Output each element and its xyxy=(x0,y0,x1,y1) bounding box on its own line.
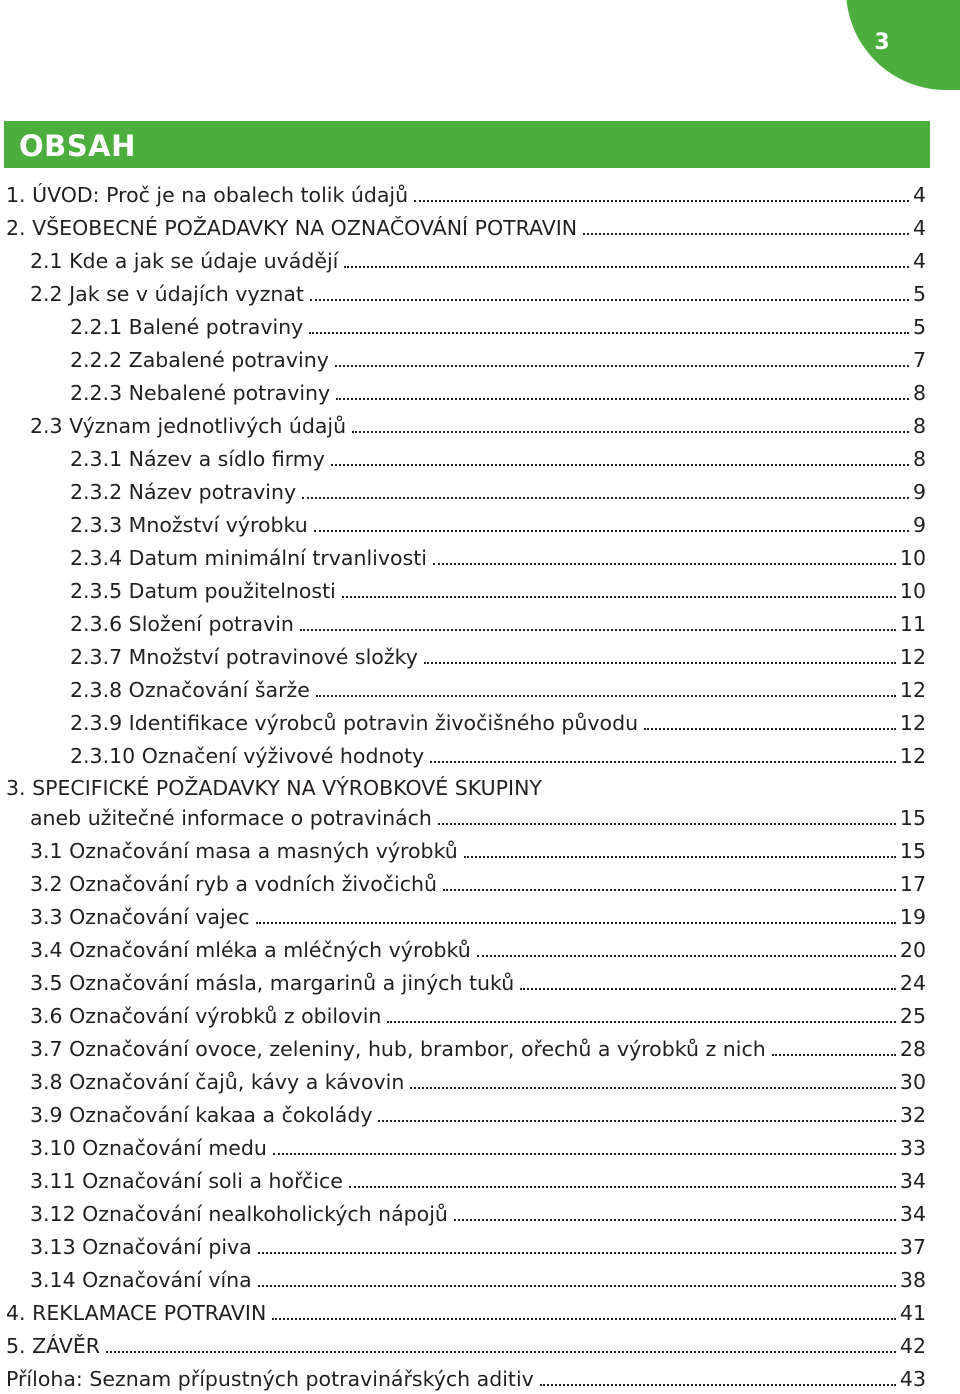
toc-dot-leader xyxy=(331,449,909,469)
toc-entry-label: 5. ZÁVĚR xyxy=(6,1334,101,1358)
toc-entry-label: aneb užitečné informace o potravinách xyxy=(30,806,432,830)
toc-entry-label: 3.11 Označování soli a hořčice xyxy=(30,1169,343,1193)
toc-entry-page: 19 xyxy=(899,905,926,929)
toc-dot-leader xyxy=(106,1336,896,1356)
toc-entry[interactable] xyxy=(70,642,926,672)
toc-entry-label: 3.4 Označování mléka a mléčných výrobků xyxy=(30,938,471,962)
toc-entry-page: 10 xyxy=(899,579,926,603)
toc-dot-leader xyxy=(352,416,909,436)
toc-entry-page: 8 xyxy=(912,381,926,405)
toc-entry-label: 3.5 Označování másla, margarinů a jiných tuků xyxy=(30,971,515,995)
toc-entry-label: 2.3.5 Datum použitelnosti xyxy=(70,579,336,603)
toc-dot-leader xyxy=(335,350,909,370)
toc-dot-leader xyxy=(273,1138,896,1158)
toc-entry[interactable] xyxy=(70,609,926,639)
toc-entry-page: 34 xyxy=(899,1169,926,1193)
toc-entry-page: 20 xyxy=(899,938,926,962)
toc-entry-page: 33 xyxy=(899,1136,926,1160)
toc-entry-page: 12 xyxy=(899,711,926,735)
toc-entry-page: 12 xyxy=(899,645,926,669)
toc-dot-leader xyxy=(342,581,896,601)
toc-entry-label: 3.3 Označování vajec xyxy=(30,905,250,929)
toc-dot-leader xyxy=(378,1105,895,1125)
toc-entry[interactable] xyxy=(30,1034,926,1064)
toc-entry-label: 2.3 Význam jednotlivých údajů xyxy=(30,414,347,438)
toc-entry[interactable] xyxy=(30,1199,926,1229)
toc-entry[interactable] xyxy=(70,510,926,540)
toc-entry-page: 4 xyxy=(912,183,926,207)
toc-dot-leader xyxy=(477,940,896,960)
toc-entry-label: 2.2.3 Nebalené potraviny xyxy=(70,381,331,405)
toc-dot-leader xyxy=(344,251,909,271)
toc-entry-page: 4 xyxy=(912,216,926,240)
toc-entry-page: 5 xyxy=(912,315,926,339)
toc-dot-leader xyxy=(349,1171,896,1191)
toc-entry-label: 4. REKLAMACE POTRAVIN xyxy=(6,1301,267,1325)
toc-dot-leader xyxy=(309,317,909,337)
toc-entry[interactable] xyxy=(70,378,926,408)
toc-dot-leader xyxy=(314,515,909,535)
toc-entry-label: 2.3.1 Název a sídlo firmy xyxy=(70,447,325,471)
toc-entry[interactable] xyxy=(30,869,926,899)
toc-entry-label: 2.2.1 Balené potraviny xyxy=(70,315,304,339)
toc-entry[interactable] xyxy=(6,180,926,210)
toc-dot-leader xyxy=(316,680,896,700)
toc-entry[interactable] xyxy=(30,279,926,309)
toc-entry[interactable] xyxy=(30,1133,926,1163)
toc-entry-label: 2.3.9 Identifikace výrobců potravin živočišného původu xyxy=(70,711,639,735)
toc-entry-page: 4 xyxy=(912,249,926,273)
toc-entry[interactable] xyxy=(70,543,926,573)
toc-dot-leader xyxy=(414,185,909,205)
toc-entry-page: 7 xyxy=(912,348,926,372)
toc-entry[interactable] xyxy=(30,1067,926,1097)
toc-dot-leader xyxy=(443,874,896,894)
toc-entry-label: 2.2 Jak se v údajích vyznat xyxy=(30,282,304,306)
toc-entry-label: 2.3.3 Množství výrobku xyxy=(70,513,308,537)
toc-entry-page: 5 xyxy=(912,282,926,306)
toc-entry[interactable] xyxy=(30,246,926,276)
toc-entry[interactable] xyxy=(70,708,926,738)
toc-entry[interactable] xyxy=(70,477,926,507)
toc-entry[interactable] xyxy=(30,1001,926,1031)
toc-entry-page: 17 xyxy=(899,872,926,896)
toc-entry[interactable] xyxy=(30,1166,926,1196)
toc-entry-page: 38 xyxy=(899,1268,926,1292)
toc-entry[interactable] xyxy=(30,902,926,932)
toc-entry-page: 15 xyxy=(899,806,926,830)
toc-entry-page: 9 xyxy=(912,480,926,504)
toc-entry-label: Příloha: Seznam přípustných potravinářských aditiv xyxy=(6,1367,534,1391)
toc-entry-label: 2.3.8 Označování šarže xyxy=(70,678,310,702)
toc-entry-label: 2.3.7 Množství potravinové složky xyxy=(70,645,418,669)
toc-entry-label: 2. VŠEOBECNÉ POŽADAVKY NA OZNAČOVÁNÍ POTRAVIN xyxy=(6,216,578,240)
toc-entry[interactable] xyxy=(6,1298,926,1328)
toc-dot-leader xyxy=(310,284,909,304)
toc-dot-leader xyxy=(540,1369,896,1389)
toc-entry-label: 3.2 Označování ryb a vodních živočichů xyxy=(30,872,437,896)
toc-entry[interactable] xyxy=(30,1100,926,1130)
toc-entry[interactable] xyxy=(70,675,926,705)
toc-entry-page: 34 xyxy=(899,1202,926,1226)
toc-dot-leader xyxy=(454,1204,896,1224)
toc-entry-page: 32 xyxy=(899,1103,926,1127)
toc-dot-leader xyxy=(433,548,896,568)
toc-dot-leader xyxy=(644,713,896,733)
toc-entry-page: 11 xyxy=(899,612,926,636)
toc-dot-leader xyxy=(438,808,896,828)
toc-entry-page: 43 xyxy=(899,1367,926,1391)
page-number: 3 xyxy=(874,30,890,55)
toc-entry-label: 3.9 Označování kakaa a čokolády xyxy=(30,1103,373,1127)
toc-entry[interactable] xyxy=(70,576,926,606)
toc-entry-label: 3.14 Označování vína xyxy=(30,1268,252,1292)
toc-dot-leader xyxy=(430,746,896,766)
toc-dot-leader xyxy=(464,841,896,861)
toc-entry[interactable] xyxy=(6,773,542,803)
toc-dot-leader xyxy=(336,383,909,403)
toc-entry[interactable] xyxy=(30,411,926,441)
toc-entry-label: 3. SPECIFICKÉ POŽADAVKY NA VÝROBKOVÉ SKUPINY xyxy=(6,776,542,800)
toc-entry-page: 15 xyxy=(899,839,926,863)
toc-dot-leader xyxy=(410,1072,896,1092)
toc-entry[interactable] xyxy=(6,1331,926,1361)
toc-entry[interactable] xyxy=(30,803,926,833)
toc-dot-leader xyxy=(520,973,896,993)
toc-entry-label: 1. ÚVOD: Proč je na obalech tolik údajů xyxy=(6,183,409,207)
toc-entry[interactable] xyxy=(70,312,926,342)
toc-entry-label: 2.1 Kde a jak se údaje uvádějí xyxy=(30,249,339,273)
toc-entry-label: 3.1 Označování masa a masných výrobků xyxy=(30,839,458,863)
toc-entry-label: 2.3.4 Datum minimální trvanlivosti xyxy=(70,546,427,570)
toc-entry-label: 3.10 Označování medu xyxy=(30,1136,267,1160)
toc-entry-page: 41 xyxy=(899,1301,926,1325)
toc-entry[interactable] xyxy=(30,836,926,866)
toc-entry[interactable] xyxy=(30,935,926,965)
toc-entry-page: 10 xyxy=(899,546,926,570)
toc-entry[interactable] xyxy=(6,1364,926,1394)
toc-entry-page: 30 xyxy=(899,1070,926,1094)
toc-entry-page: 8 xyxy=(912,447,926,471)
toc-entry-label: 3.12 Označování nealkoholických nápojů xyxy=(30,1202,448,1226)
toc-dot-leader xyxy=(300,614,896,634)
toc-dot-leader xyxy=(387,1006,895,1026)
toc-entry[interactable] xyxy=(30,1265,926,1295)
toc-entry-page: 25 xyxy=(899,1004,926,1028)
toc-entry-label: 3.8 Označování čajů, kávy a kávovin xyxy=(30,1070,405,1094)
toc-entry-label: 2.2.2 Zabalené potraviny xyxy=(70,348,329,372)
toc-entry[interactable] xyxy=(30,1232,926,1262)
toc-entry-label: 2.3.2 Název potraviny xyxy=(70,480,297,504)
toc-entry[interactable] xyxy=(6,213,926,243)
toc-dot-leader xyxy=(583,218,909,238)
toc-entry-page: 8 xyxy=(912,414,926,438)
toc-entry-page: 28 xyxy=(899,1037,926,1061)
contents-heading: OBSAH xyxy=(19,129,136,163)
toc-entry[interactable] xyxy=(30,968,926,998)
toc-entry-page: 24 xyxy=(899,971,926,995)
toc-entry[interactable] xyxy=(70,345,926,375)
toc-entry-page: 42 xyxy=(899,1334,926,1358)
toc-dot-leader xyxy=(256,907,896,927)
toc-entry-page: 9 xyxy=(912,513,926,537)
toc-entry-label: 2.3.6 Složení potravin xyxy=(70,612,294,636)
toc-dot-leader xyxy=(302,482,909,502)
toc-dot-leader xyxy=(272,1303,896,1323)
toc-entry-page: 12 xyxy=(899,744,926,768)
toc-dot-leader xyxy=(772,1039,896,1059)
toc-dot-leader xyxy=(424,647,896,667)
toc-entry-label: 3.6 Označování výrobků z obilovin xyxy=(30,1004,382,1028)
toc-entry-label: 2.3.10 Označení výživové hodnoty xyxy=(70,744,425,768)
toc-entry-label: 3.7 Označování ovoce, zeleniny, hub, brambor, ořechů a výrobků z nich xyxy=(30,1037,766,1061)
toc-entry[interactable] xyxy=(70,741,926,771)
toc-entry-page: 37 xyxy=(899,1235,926,1259)
toc-entry[interactable] xyxy=(70,444,926,474)
toc-dot-leader xyxy=(258,1270,896,1290)
toc-entry-page: 12 xyxy=(899,678,926,702)
toc-entry-label: 3.13 Označování piva xyxy=(30,1235,252,1259)
toc-dot-leader xyxy=(258,1237,896,1257)
